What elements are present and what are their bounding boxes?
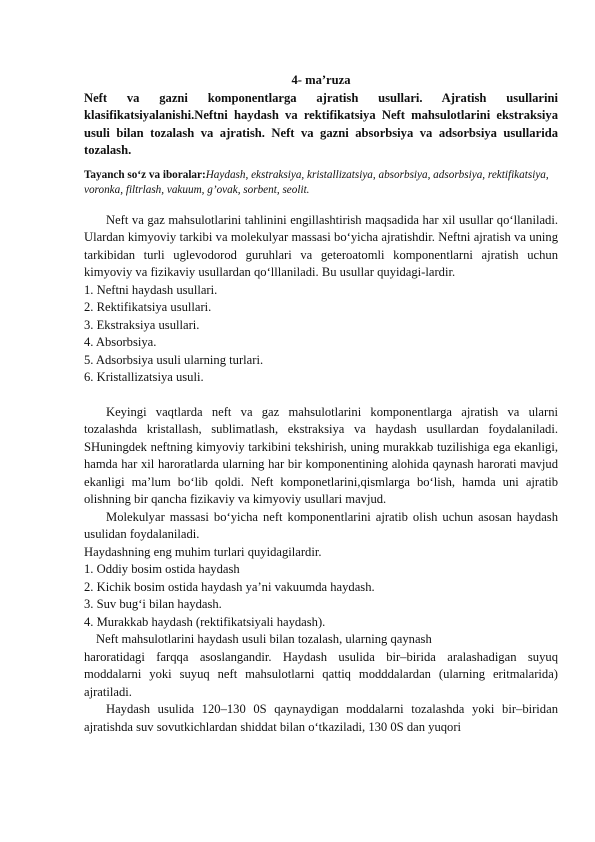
methods-list-item: 6. Kristallizatsiya usuli. <box>84 370 204 384</box>
keywords-block <box>84 168 558 198</box>
methods-list <box>84 282 558 387</box>
distillation-type-item: 4. Murakkab haydash (rektifikatsiyali haydash). <box>84 614 326 629</box>
paragraph-intro: Neft va gaz mahsulotlarini tahlinini engillashtirish maqsadida har xil usullar qo‘llaniladi. Ulardan kimyoviy tarkibi va molekulyar massasi bo‘yicha ajratishdir. Neftni ajratish va uning tarkibidan turli uglevodorod guruhlari va geteroatomli komponentlarni ajratish uchun kimyoviy va fizikaviy usullardan qo‘lllaniladi. Bu usullar quyidagi-lardir. <box>84 212 558 279</box>
types-intro: Haydashning eng muhim turlari quyidagilardir. <box>84 544 322 559</box>
distillation-types-list <box>84 561 558 631</box>
document-page <box>84 72 558 736</box>
methods-list-item: 5. Adsorbsiya usuli ularning turlari. <box>84 352 264 367</box>
distillation-type-item: 3. Suv bug‘i bilan haydash. <box>84 597 222 611</box>
paragraph-methods-overview: Keyingi vaqtlarda neft va gaz mahsulotlarini komponentlarga ajratish va ularni tozalashda kristallash, sublimatlash, ekstraksiya va haydash usullardan foydalaniladi. SHuningdek neftning kimyoviy tarkibini tekshirish, uning murakkab tuzilishiga ega ekanligi, hamda har xil haroratlarda ularning har bir komponentining alohida qaynash harorati mavjud ekanligi ma’lum bo‘lib qoldi. Neft komponetlarini,qismlarga bo‘lish, hamda uni ajratib olishning bir qancha fizikaviy va kimyoviy usullari mavjud. <box>84 404 558 506</box>
methods-list-item: 3. Ekstraksiya usullari. <box>84 317 200 332</box>
methods-list-item: 4. Absorbsiya. <box>84 335 157 349</box>
paragraph-distillation-first-line: Neft mahsulotlarini haydash usuli bilan tozalash, ularning qaynash <box>96 632 432 646</box>
methods-list-item: 2. Rektifikatsiya usullari. <box>84 300 212 314</box>
paragraph-temperature: Haydash usulida 120–130 0S qaynaydigan moddalarni tozalashda yoki bir–biridan ajratishda suv sovutkichlardan shiddat bilan o‘tkaziladi, 130 0S dan yuqori <box>84 702 558 734</box>
paragraph-molecular-mass: Molekulyar massasi bo‘yicha neft komponentlarini ajratib olish uchun asosan haydash usulidan foydalaniladi. <box>84 509 558 541</box>
lecture-heading: Neft va gazni komponentlarga ajratish usullari. Ajratish usullarini klasifikatsiyalanishi.Neftni haydash va rektifikatsiya Neft mahsulotlarini ekstraksiya usuli bilan tozalash va ajratish. Neft va gazni absorbsiya va adsorbsiya usullarida tozalash. <box>84 90 558 157</box>
distillation-type-item: 1. Oddiy bosim ostida haydash <box>84 562 240 576</box>
distillation-type-item: 2. Kichik bosim ostida haydash ya’ni vakuumda haydash. <box>84 579 375 594</box>
paragraph-spacer <box>84 387 558 404</box>
methods-list-item: 1. Neftni haydash usullari. <box>84 282 218 297</box>
keywords-text: Haydash, ekstraksiya, kristallizatsiya, absorbsiya, adsorbsiya, rektifikatsiya, voronka, filtrlash, vakuum, g’ovak, sorbent, seolit. <box>84 168 549 196</box>
keywords-label: Tayanch so‘z va iboralar: <box>84 168 206 181</box>
paragraph-distillation-rest: haroratidagi farqqa asoslangandir. Haydash usulida bir–birida aralashadigan suyuq moddalarni yoki suyuq neft mahsulotlarni qattiq modddalardan (ularning eritmalarida) ajratiladi. <box>84 649 558 699</box>
lecture-title: 4- ma’ruza <box>291 73 351 87</box>
